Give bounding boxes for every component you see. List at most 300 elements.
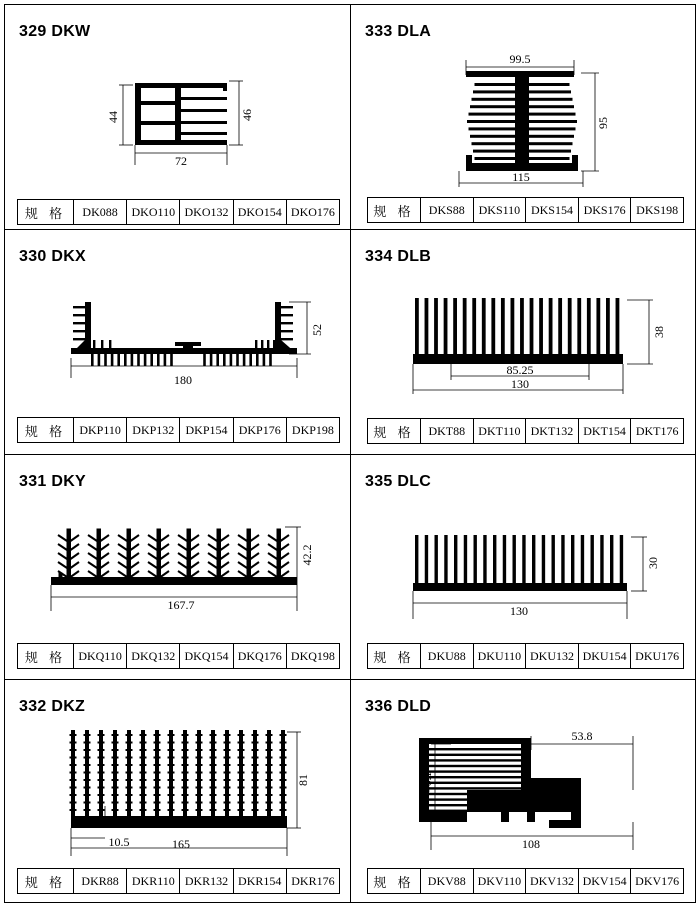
spec-code: DKO154 (233, 200, 286, 224)
fin (429, 765, 521, 767)
spec-label: 规 格 (373, 874, 415, 890)
fin (70, 787, 77, 789)
fin (118, 562, 127, 568)
fin (196, 809, 203, 811)
fin (606, 298, 610, 356)
spec-code: DKQ198 (286, 644, 339, 668)
fin (88, 571, 97, 577)
spec-table (17, 643, 340, 669)
fin (280, 764, 287, 766)
spec-code: DKS176 (578, 198, 631, 222)
dim-height: 81 (296, 774, 310, 786)
dim-width: 130 (510, 604, 528, 618)
fin (429, 776, 521, 778)
fin (182, 734, 189, 736)
fin (118, 544, 127, 550)
fin (513, 535, 516, 585)
fin (256, 354, 259, 366)
fin (118, 553, 127, 559)
fin (210, 809, 217, 811)
fin (70, 802, 77, 804)
spec-code: DKR176 (286, 869, 339, 893)
fin (415, 298, 419, 356)
dim-inner-width: 85.25 (506, 363, 534, 377)
fin (97, 529, 101, 579)
fin (178, 562, 187, 568)
spec-code: DKP198 (286, 418, 339, 442)
fin (112, 809, 119, 811)
dim-width: 180 (174, 373, 192, 387)
fin (117, 354, 120, 366)
fin (261, 340, 263, 348)
spec-code: DKR88 (73, 869, 126, 893)
fin (587, 298, 591, 356)
fin (280, 757, 287, 759)
fin (238, 544, 247, 550)
fin (263, 354, 266, 366)
fin (148, 562, 157, 568)
fin (112, 757, 119, 759)
fin (238, 742, 245, 744)
fin (243, 354, 246, 366)
fin (429, 782, 521, 784)
fin (196, 734, 203, 736)
fin (532, 535, 535, 585)
fin (168, 734, 175, 736)
dim-width: 165 (172, 837, 190, 851)
fin (191, 553, 200, 559)
fin (620, 535, 623, 585)
fin (415, 535, 418, 585)
spec-table (17, 199, 340, 225)
fin (98, 354, 101, 366)
fin (112, 794, 119, 796)
fin (469, 113, 516, 116)
fin (118, 571, 127, 577)
fin (154, 787, 161, 789)
fin (221, 562, 230, 568)
fin (154, 734, 161, 736)
fin (140, 757, 147, 759)
fin (131, 571, 140, 577)
fin (168, 757, 175, 759)
fin (112, 779, 119, 781)
panel-330-dkx (4, 229, 351, 455)
fin (223, 354, 226, 366)
fin (84, 779, 91, 781)
panel-329-dkw (4, 4, 351, 230)
fin (187, 529, 191, 579)
spec-code: DKQ132 (126, 644, 179, 668)
fin (266, 787, 273, 789)
fin (224, 772, 231, 774)
fin (112, 749, 119, 751)
panel-336-dld (350, 679, 696, 903)
fin (266, 734, 273, 736)
fin (161, 544, 170, 550)
fin (126, 749, 133, 751)
fin (161, 571, 170, 577)
fin (470, 135, 515, 138)
fin (472, 142, 516, 145)
spec-code: DKQ176 (233, 644, 286, 668)
fin (552, 535, 555, 585)
fin (281, 330, 293, 332)
fin (98, 772, 105, 774)
fin (251, 553, 260, 559)
fin (210, 354, 213, 366)
fin (522, 535, 525, 585)
fin (93, 340, 95, 348)
spec-code: DKT154 (578, 419, 631, 443)
fin (126, 802, 133, 804)
fin (208, 562, 217, 568)
fin (131, 354, 134, 366)
spec-code: DKO176 (286, 200, 339, 224)
fin (73, 322, 85, 324)
fin (610, 535, 613, 585)
spec-label: 规 格 (24, 423, 67, 439)
fin (280, 734, 287, 736)
dim-top-width: 99.5 (509, 52, 531, 66)
fin (84, 749, 91, 751)
fin (196, 787, 203, 789)
spec-table (17, 417, 340, 443)
fin (221, 544, 230, 550)
fin (266, 749, 273, 751)
fin (280, 742, 287, 744)
fin (444, 535, 447, 585)
fin (434, 298, 438, 356)
fin (101, 340, 103, 348)
fin (85, 340, 87, 348)
fin (280, 749, 287, 751)
fin (558, 298, 562, 356)
fin (269, 354, 272, 366)
fin (84, 787, 91, 789)
fin (70, 809, 77, 811)
fin (429, 798, 521, 800)
fin (252, 742, 259, 744)
fin (281, 562, 290, 568)
fin (112, 802, 119, 804)
fin (191, 544, 200, 550)
fin (182, 772, 189, 774)
fin (126, 809, 133, 811)
fin (266, 757, 273, 759)
fin (70, 742, 77, 744)
fin (453, 298, 457, 356)
fin (118, 535, 127, 541)
fin (266, 794, 273, 796)
fin (208, 571, 217, 577)
fin (483, 535, 486, 585)
spec-label: 规 格 (24, 874, 67, 890)
fin (84, 809, 91, 811)
fin (429, 770, 521, 772)
fin (70, 734, 77, 736)
fin (251, 562, 260, 568)
fin (266, 809, 273, 811)
fin (88, 553, 97, 559)
fin (280, 809, 287, 811)
fin (71, 562, 80, 568)
fin (88, 562, 97, 568)
fin (252, 809, 259, 811)
fin (474, 535, 477, 585)
fin (154, 749, 161, 751)
spec-code: DKT88 (420, 419, 473, 443)
spec-table (367, 868, 684, 894)
spec-label: 规 格 (373, 203, 415, 219)
fin (475, 83, 516, 86)
fin (70, 757, 77, 759)
fin (591, 535, 594, 585)
dim-base-width: 115 (512, 170, 530, 184)
fin (280, 787, 287, 789)
fin (154, 802, 161, 804)
fin (112, 764, 119, 766)
spec-label: 规 格 (373, 649, 415, 665)
dim-height: 30 (646, 557, 660, 569)
fin (126, 764, 133, 766)
fin (491, 298, 495, 356)
fin (98, 779, 105, 781)
fin (101, 571, 110, 577)
fin (101, 535, 110, 541)
dim-height: 46.1 (420, 771, 434, 793)
fin (251, 571, 260, 577)
fin (475, 157, 516, 160)
fin (454, 535, 457, 585)
fin (268, 535, 277, 541)
fin (529, 83, 570, 86)
fin (131, 544, 140, 550)
fin (217, 529, 221, 579)
fin (126, 772, 133, 774)
fin (221, 553, 230, 559)
spec-code: DKV176 (630, 869, 683, 893)
fin (280, 779, 287, 781)
fin (268, 562, 277, 568)
panel-title: 331 DKY (19, 473, 87, 490)
spec-code: DKS110 (473, 198, 526, 222)
fin (280, 802, 287, 804)
spec-label: 规 格 (373, 424, 415, 440)
fin (581, 535, 584, 585)
panel-title: 335 DLC (365, 473, 432, 490)
fin (84, 772, 91, 774)
fin (238, 802, 245, 804)
fin (224, 809, 231, 811)
fin (429, 754, 521, 756)
fin (84, 757, 91, 759)
fin (252, 794, 259, 796)
spec-code: DKO110 (126, 200, 179, 224)
fin (58, 553, 67, 559)
spec-code: DK088 (73, 200, 126, 224)
fin (224, 764, 231, 766)
fin (182, 809, 189, 811)
fin (596, 298, 600, 356)
fin (98, 757, 105, 759)
fin (529, 157, 570, 160)
spec-code: DKU154 (578, 644, 631, 668)
spec-table (367, 418, 684, 444)
fin (191, 535, 200, 541)
fin (238, 809, 245, 811)
fin (168, 802, 175, 804)
fin (252, 772, 259, 774)
fin (266, 764, 273, 766)
fin (208, 553, 217, 559)
fin (252, 749, 259, 751)
fin (210, 802, 217, 804)
spec-table (367, 197, 684, 223)
dim-height-right: 46 (240, 109, 254, 121)
fin (196, 802, 203, 804)
spec-code: DKV110 (473, 869, 526, 893)
fin (150, 354, 153, 366)
fin (168, 742, 175, 744)
spec-code: DKR154 (233, 869, 286, 893)
fin (98, 787, 105, 789)
panel-335-dlc (350, 454, 696, 680)
fin (84, 802, 91, 804)
fin (224, 757, 231, 759)
spec-code: DKR110 (126, 869, 179, 893)
fin (168, 809, 175, 811)
fin (529, 120, 577, 123)
fin (126, 734, 133, 736)
fin (281, 535, 290, 541)
fin (568, 298, 572, 356)
fin (84, 742, 91, 744)
spec-code: DKU176 (630, 644, 683, 668)
heatsink-drawing (5, 5, 352, 231)
panel-title: 332 DKZ (19, 698, 86, 715)
fin (170, 354, 173, 366)
fin (238, 794, 245, 796)
fin (148, 535, 157, 541)
panel-331-dky (4, 454, 351, 680)
fin (84, 764, 91, 766)
fin (88, 544, 97, 550)
fin (131, 553, 140, 559)
fin (429, 804, 521, 806)
fin (224, 742, 231, 744)
fin (577, 298, 581, 356)
fin (473, 90, 515, 93)
fin (273, 340, 275, 348)
fin (73, 330, 85, 332)
fin (482, 298, 486, 356)
spec-code: DKT176 (630, 419, 683, 443)
fin (236, 354, 239, 366)
fin (238, 772, 245, 774)
fin (238, 553, 247, 559)
fin (561, 535, 564, 585)
fin (444, 298, 448, 356)
fin (281, 306, 293, 308)
fin (221, 535, 230, 541)
fin (470, 105, 515, 108)
fin (182, 757, 189, 759)
fin (196, 794, 203, 796)
fin (224, 734, 231, 736)
fin (224, 749, 231, 751)
fin (463, 298, 467, 356)
fin (255, 340, 257, 348)
fin (529, 98, 573, 101)
fin (182, 802, 189, 804)
fin (112, 772, 119, 774)
fin (247, 529, 251, 579)
fin (140, 809, 147, 811)
fin (249, 354, 252, 366)
fin (191, 571, 200, 577)
spec-table (367, 643, 684, 669)
fin (224, 802, 231, 804)
fin (168, 764, 175, 766)
fin (70, 764, 77, 766)
fin (203, 354, 206, 366)
fin (98, 794, 105, 796)
fin (281, 314, 293, 316)
fin (148, 544, 157, 550)
fin (154, 772, 161, 774)
spec-label: 规 格 (24, 649, 67, 665)
fin (98, 734, 105, 736)
fin (210, 772, 217, 774)
spec-code: DKP154 (179, 418, 232, 442)
fin (196, 742, 203, 744)
fin (280, 772, 287, 774)
fin (277, 529, 281, 579)
fin (539, 298, 543, 356)
panel-title: 336 DLD (365, 698, 432, 715)
panel-332-dkz (4, 679, 351, 903)
fin (140, 802, 147, 804)
fin (112, 742, 119, 744)
fin (157, 354, 160, 366)
spec-code: DKS198 (630, 198, 683, 222)
fin (464, 535, 467, 585)
fin (126, 742, 133, 744)
fin (161, 535, 170, 541)
fin (238, 779, 245, 781)
panel-title: 330 DKX (19, 248, 87, 265)
fin (467, 120, 515, 123)
fin (266, 742, 273, 744)
fin (281, 571, 290, 577)
fin (70, 772, 77, 774)
fin (224, 794, 231, 796)
fin (493, 535, 496, 585)
dim-width: 130 (511, 377, 529, 391)
fin (178, 535, 187, 541)
fin (529, 113, 576, 116)
fin (252, 734, 259, 736)
fin (224, 779, 231, 781)
fin (238, 757, 245, 759)
fin (280, 794, 287, 796)
fin (221, 571, 230, 577)
panel-333-dla (350, 4, 696, 230)
fin (251, 544, 260, 550)
fin (429, 787, 521, 789)
fin (425, 298, 429, 356)
